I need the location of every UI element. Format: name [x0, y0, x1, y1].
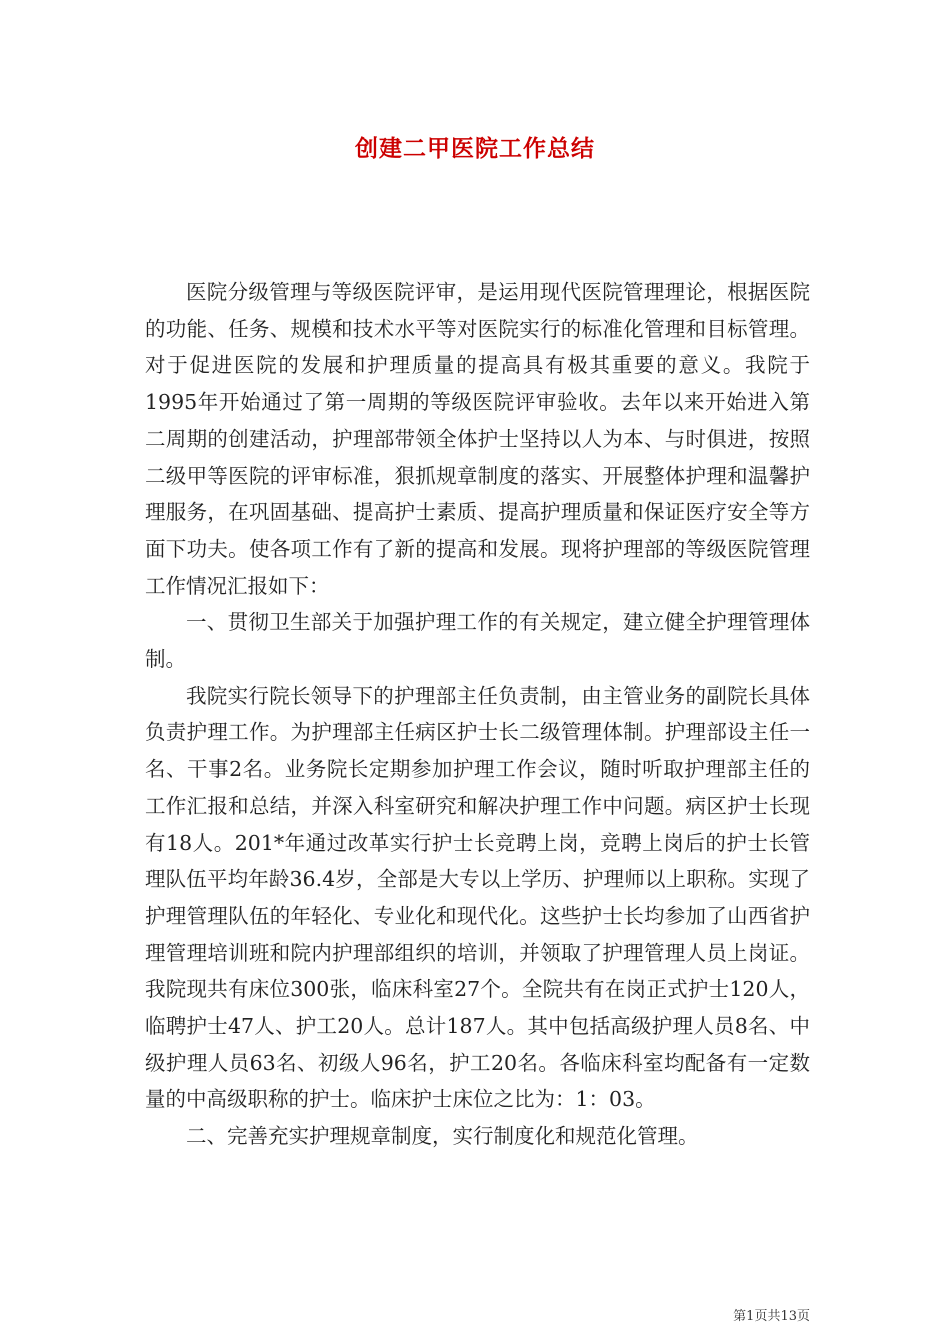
document-body: [145, 274, 810, 1155]
paragraph-intro: 医院分级管理与等级医院评审，是运用现代医院管理理论，根据医院的功能、任务、规模和技术水平等对医院实行的标准化管理和目标管理。对于促进医院的发展和护理质量的提高具有极其重要的意义。我院于1995年开始通过了第一周期的等级医院评审验收。去年以来开始进入第二周期的创建活动，护理部带领全体护士坚持以人为本、与时俱进，按照二级甲等医院的评审标准，狠抓规章制度的落实、开展整体护理和温馨护理服务，在巩固基础、提高护士素质、提高护理质量和保证医疗安全等方面下功夫。使各项工作有了新的提高和发展。现将护理部的等级医院管理工作情况汇报如下：: [145, 280, 810, 598]
paragraph-section-two-heading: 二、完善充实护理规章制度，实行制度化和规范化管理。: [186, 1124, 699, 1149]
paragraph-section-one-body: 我院实行院长领导下的护理部主任负责制，由主管业务的副院长具体负责护理工作。为护理部主任病区护士长二级管理体制。护理部设主任一名、干事2名。业务院长定期参加护理工作会议，随时听取护理部主任的工作汇报和总结，并深入科室研究和解决护理工作中问题。病区护士长现有18人。201*年通过改革实行护士长竞聘上岗，竞聘上岗后的护士长管理队伍平均年龄36.4岁，全部是大专以上学历、护理师以上职称。实现了护理管理队伍的年轻化、专业化和现代化。这些护士长均参加了山西省护理管理培训班和院内护理部组织的培训，并领取了护理管理人员上岗证。我院现共有床位300张，临床科室27个。全院共有在岗正式护士120人，临聘护士47人、护工20人。总计187人。其中包括高级护理人员8名、中级护理人员63名、初级人96名，护工20名。各临床科室均配备有一定数量的中高级职称的护士。临床护士床位之比为：1：03。: [145, 683, 810, 1112]
page-number: 第1页共13页: [733, 1309, 810, 1324]
document-title: 创建二甲医院工作总结: [355, 135, 595, 162]
paragraph-section-one-heading: 一、贯彻卫生部关于加强护理工作的有关规定，建立健全护理管理体制。: [145, 610, 810, 672]
